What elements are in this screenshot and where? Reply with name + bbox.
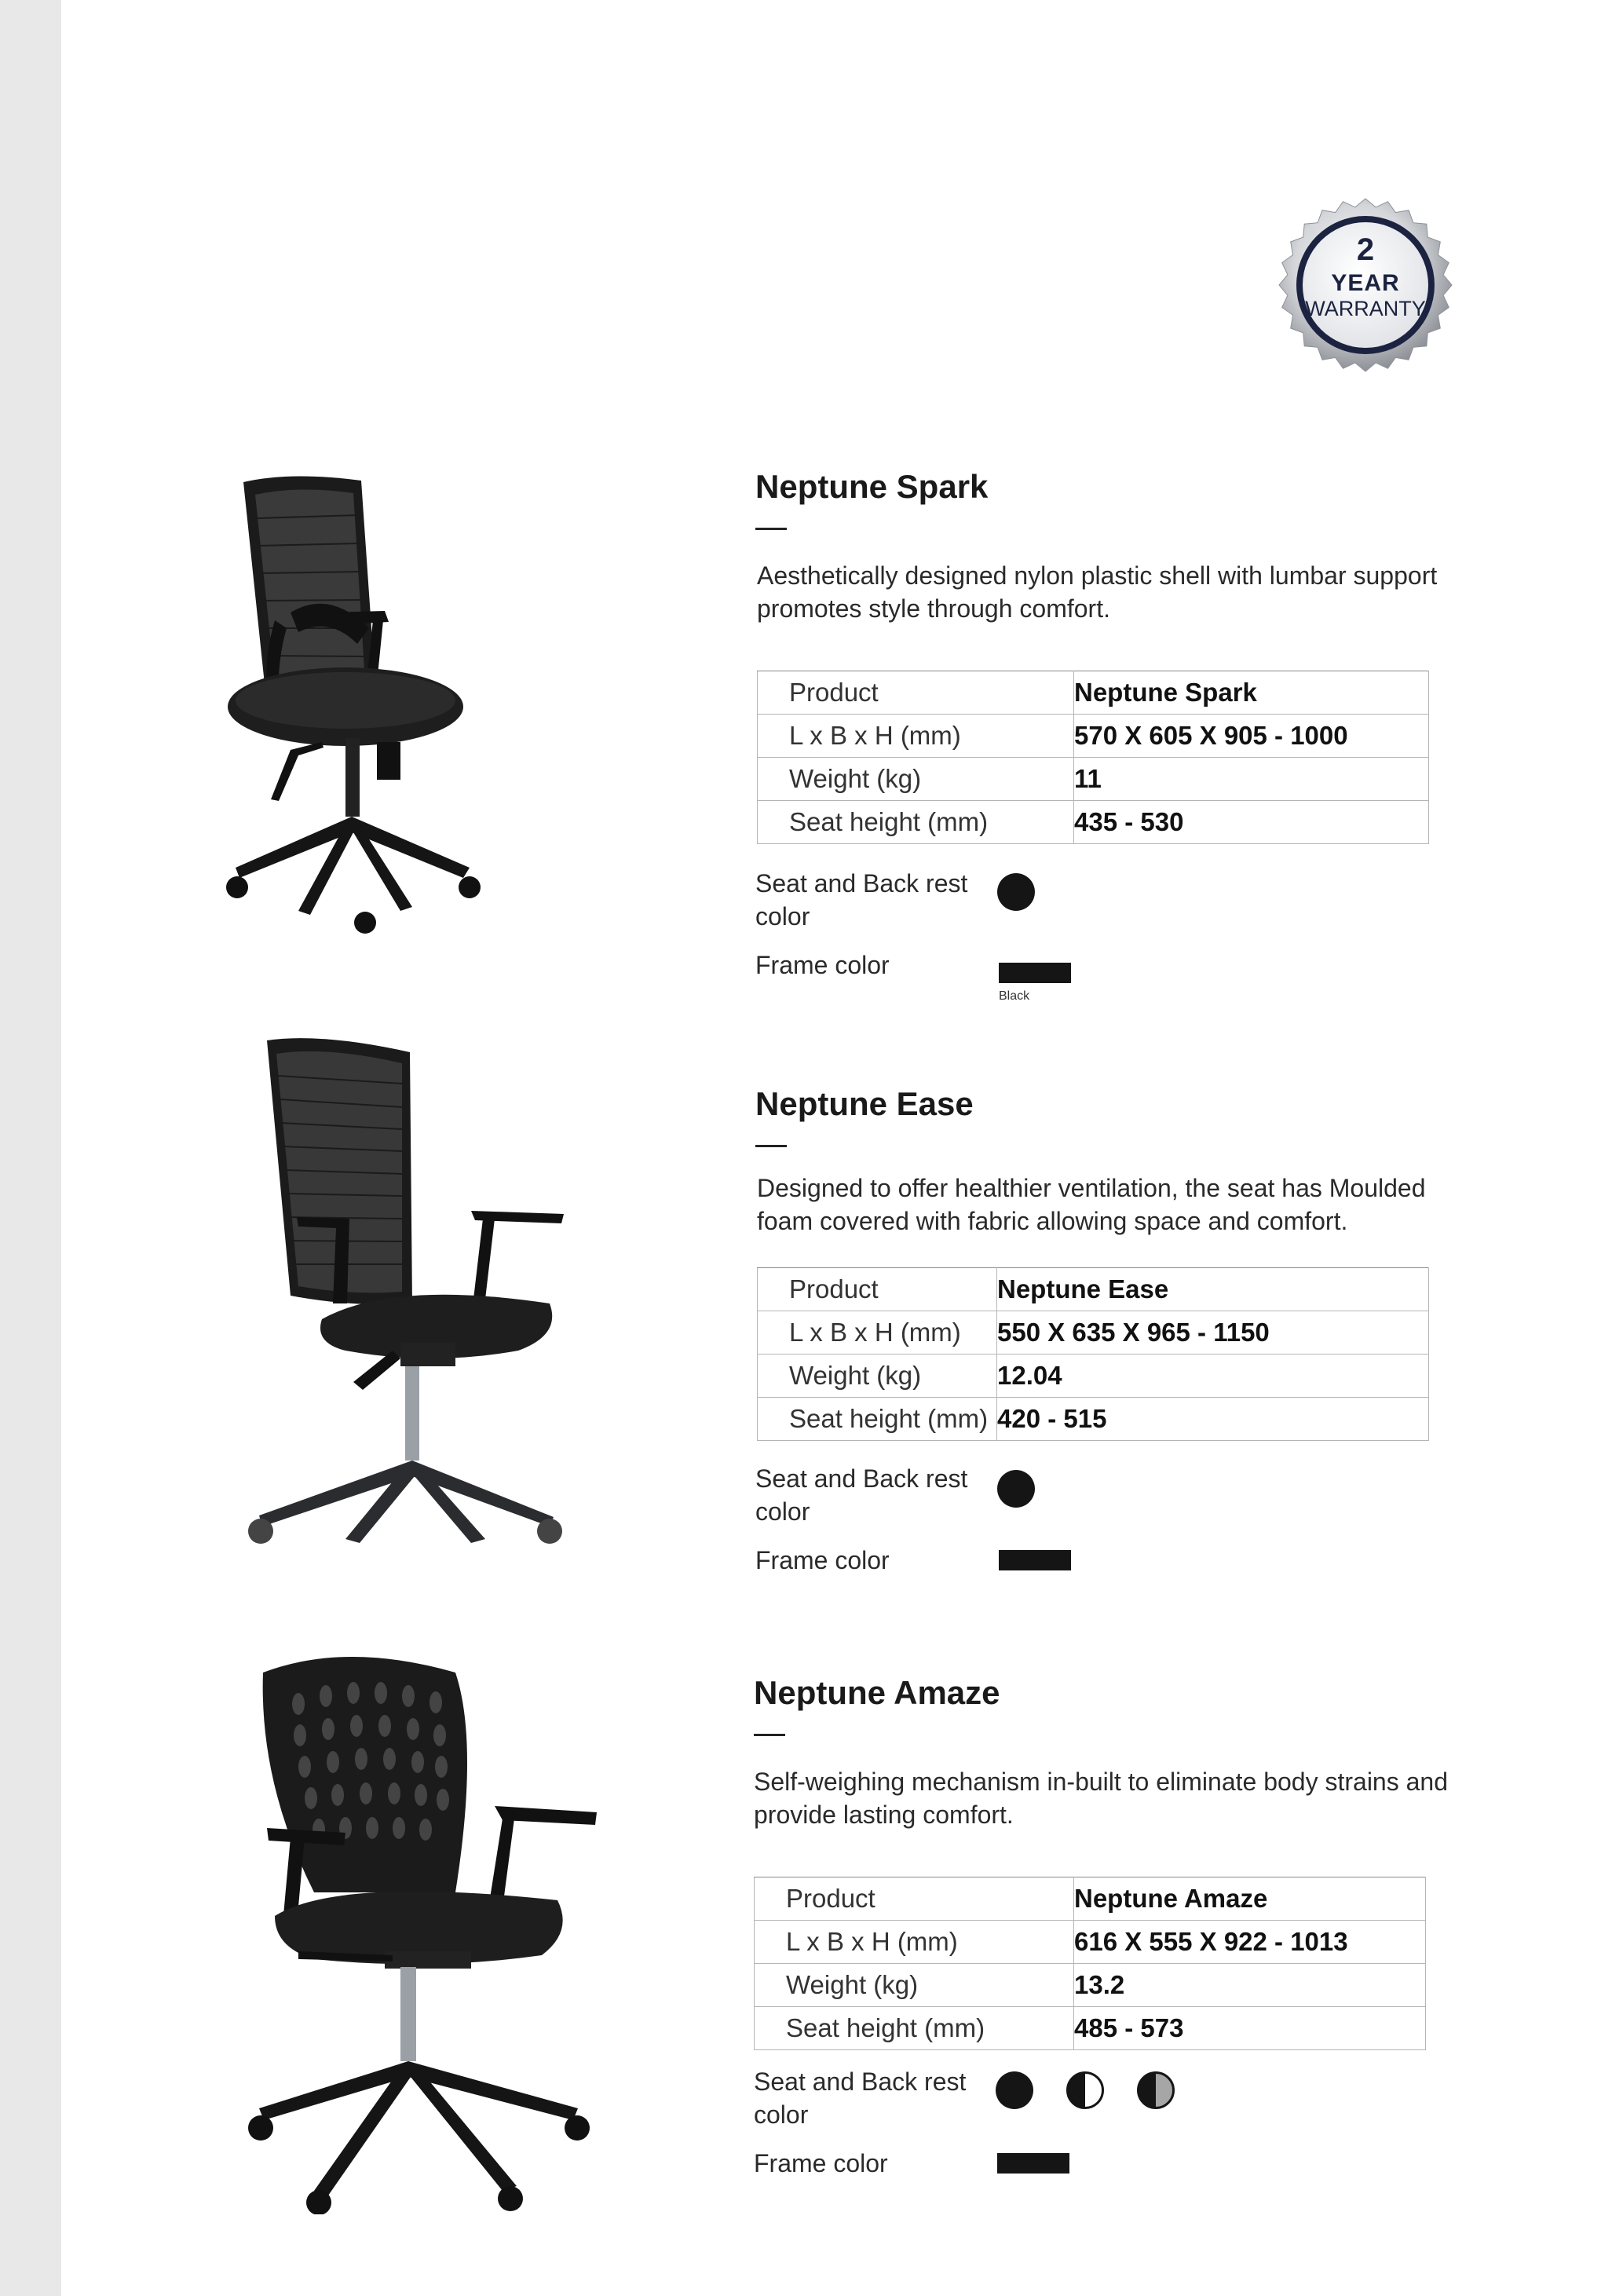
spec-value: 13.2 — [1074, 1964, 1426, 2007]
seat-color-label: Seat and Back rest color — [754, 2067, 967, 2129]
chair-image-neptune-ease — [236, 1036, 581, 1547]
spec-value: 616 X 555 X 922 - 1013 — [1074, 1921, 1426, 1964]
frame-color-swatch[interactable] — [999, 963, 1071, 983]
spec-value: 570 X 605 X 905 - 1000 — [1074, 715, 1429, 758]
spec-key: Product — [755, 1877, 1074, 1921]
seat-color-swatches — [997, 1470, 1035, 1508]
product-neptune-amaze — [752, 1674, 1506, 2192]
spec-table — [754, 1877, 1426, 2050]
table-row — [758, 1311, 1429, 1355]
spec-key: Weight (kg) — [758, 758, 1074, 801]
frame-color-label: Frame color — [755, 951, 890, 979]
frame-color-swatch[interactable] — [997, 2153, 1069, 2174]
product-description: Designed to offer healthier ventilation, the seat has Moulded foam covered with fabric allowing space and comfort. — [757, 1174, 1426, 1235]
title-divider — [755, 528, 787, 530]
spec-value: Neptune Spark — [1074, 671, 1429, 715]
spec-key: Seat height (mm) — [758, 801, 1074, 844]
table-row — [758, 1268, 1429, 1311]
seat-color-swatches — [997, 873, 1035, 911]
table-row — [758, 801, 1429, 844]
spec-key: Weight (kg) — [758, 1355, 997, 1398]
product-title: Neptune Ease — [755, 1085, 974, 1122]
spec-value: 485 - 573 — [1074, 2007, 1426, 2050]
table-row — [758, 1398, 1429, 1441]
color-swatch-black[interactable] — [997, 873, 1035, 911]
warranty-badge — [1278, 198, 1453, 372]
table-row — [755, 1877, 1426, 1921]
table-row — [758, 758, 1429, 801]
spec-value: Neptune Amaze — [1074, 1877, 1426, 1921]
spec-value: 550 X 635 X 965 - 1150 — [997, 1311, 1429, 1355]
spec-key: Weight (kg) — [755, 1964, 1074, 2007]
product-title: Neptune Spark — [755, 468, 989, 505]
table-row — [755, 1964, 1426, 2007]
spec-key: Product — [758, 1268, 997, 1311]
title-divider — [755, 1145, 787, 1147]
color-swatch-black-white[interactable] — [1066, 2071, 1104, 2109]
spec-table — [757, 671, 1429, 844]
seat-color-swatches — [996, 2071, 1175, 2109]
frame-color-label: Frame color — [754, 2149, 888, 2177]
table-row — [758, 715, 1429, 758]
table-row — [758, 671, 1429, 715]
title-divider — [754, 1734, 785, 1736]
spec-key: L x B x H (mm) — [758, 1311, 997, 1355]
spec-key: Seat height (mm) — [755, 2007, 1074, 2050]
product-neptune-spark — [752, 468, 1506, 1018]
product-description: Aesthetically designed nylon plastic shell with lumbar support promotes style through comfort. — [757, 561, 1438, 623]
chair-image-neptune-amaze — [243, 1649, 605, 2214]
product-description: Self-weighing mechanism in-built to eliminate body strains and provide lasting comfort. — [754, 1768, 1448, 1829]
frame-color-label: Frame color — [755, 1546, 890, 1574]
product-neptune-ease — [752, 1085, 1506, 1588]
spec-table — [757, 1267, 1429, 1441]
product-title: Neptune Amaze — [754, 1674, 1000, 1711]
color-swatch-black[interactable] — [997, 1470, 1035, 1508]
table-row — [755, 2007, 1426, 2050]
chair-image-neptune-spark — [220, 471, 534, 942]
seat-color-label: Seat and Back rest color — [755, 1464, 968, 1526]
spec-key: L x B x H (mm) — [758, 715, 1074, 758]
spec-value: 11 — [1074, 758, 1429, 801]
frame-color-swatch[interactable] — [999, 1550, 1071, 1570]
warranty-line2: WARRANTY — [1305, 297, 1426, 320]
spec-value: 420 - 515 — [997, 1398, 1429, 1441]
spec-value: Neptune Ease — [997, 1268, 1429, 1311]
spec-key: Seat height (mm) — [758, 1398, 997, 1441]
warranty-line1: YEAR — [1331, 270, 1400, 296]
warranty-number: 2 — [1356, 232, 1375, 267]
spec-value: 12.04 — [997, 1355, 1429, 1398]
table-row — [758, 1355, 1429, 1398]
page-margin-bar — [0, 0, 61, 2296]
spec-value: 435 - 530 — [1074, 801, 1429, 844]
table-row — [755, 1921, 1426, 1964]
seat-color-label: Seat and Back rest color — [755, 869, 968, 930]
color-swatch-black-grey[interactable] — [1137, 2071, 1175, 2109]
spec-key: L x B x H (mm) — [755, 1921, 1074, 1964]
color-swatch-black[interactable] — [996, 2071, 1033, 2109]
spec-key: Product — [758, 671, 1074, 715]
frame-color-name: Black — [999, 989, 1030, 1003]
